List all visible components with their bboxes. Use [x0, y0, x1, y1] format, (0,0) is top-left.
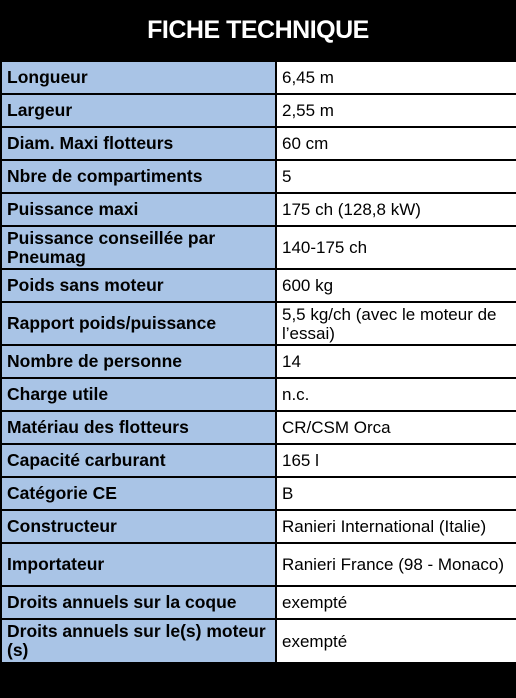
row-value: 600 kg [276, 269, 516, 302]
table-row [1, 193, 516, 226]
row-label: Catégorie CE [1, 477, 276, 510]
row-value: exempté [276, 586, 516, 619]
table-row [1, 378, 516, 411]
row-label: Longueur [1, 61, 276, 94]
row-label: Largeur [1, 94, 276, 127]
row-value: n.c. [276, 378, 516, 411]
row-label: Droits annuels sur la coque [1, 586, 276, 619]
row-label: Puissance conseillée par Pneumag [1, 226, 276, 269]
table-row [1, 127, 516, 160]
row-value: 2,55 m [276, 94, 516, 127]
row-label: Diam. Maxi flotteurs [1, 127, 276, 160]
table-row [1, 411, 516, 444]
row-value: 60 cm [276, 127, 516, 160]
row-value: 5,5 kg/ch (avec le moteur de l’essai) [276, 302, 516, 345]
row-value: Ranieri International (Italie) [276, 510, 516, 543]
row-value: 175 ch (128,8 kW) [276, 193, 516, 226]
table-row [1, 444, 516, 477]
row-label: Matériau des flotteurs [1, 411, 276, 444]
table-row [1, 543, 516, 586]
row-label: Nbre de compartiments [1, 160, 276, 193]
table-row [1, 94, 516, 127]
table-row [1, 269, 516, 302]
row-label: Puissance maxi [1, 193, 276, 226]
row-value: B [276, 477, 516, 510]
row-label: Droits annuels sur le(s) moteur (s) [1, 619, 276, 663]
table-row [1, 345, 516, 378]
table-row [1, 586, 516, 619]
row-value: CR/CSM Orca [276, 411, 516, 444]
row-label: Charge utile [1, 378, 276, 411]
row-value: exempté [276, 619, 516, 663]
table-row [1, 226, 516, 269]
row-label: Nombre de personne [1, 345, 276, 378]
row-value: 165 l [276, 444, 516, 477]
table-row [1, 61, 516, 94]
table-row [1, 160, 516, 193]
row-value: 140-175 ch [276, 226, 516, 269]
table-row [1, 477, 516, 510]
row-label: Rapport poids/puissance [1, 302, 276, 345]
table-row [1, 510, 516, 543]
row-label: Importateur [1, 543, 276, 586]
row-value: Ranieri France (98 - Monaco) [276, 543, 516, 586]
row-value: 14 [276, 345, 516, 378]
page-title: FICHE TECHNIQUE [0, 0, 516, 60]
row-label: Constructeur [1, 510, 276, 543]
row-label: Poids sans moteur [1, 269, 276, 302]
table-row [1, 302, 516, 345]
row-label: Capacité carburant [1, 444, 276, 477]
spec-table [0, 60, 516, 664]
table-row [1, 619, 516, 663]
row-value: 6,45 m [276, 61, 516, 94]
row-value: 5 [276, 160, 516, 193]
